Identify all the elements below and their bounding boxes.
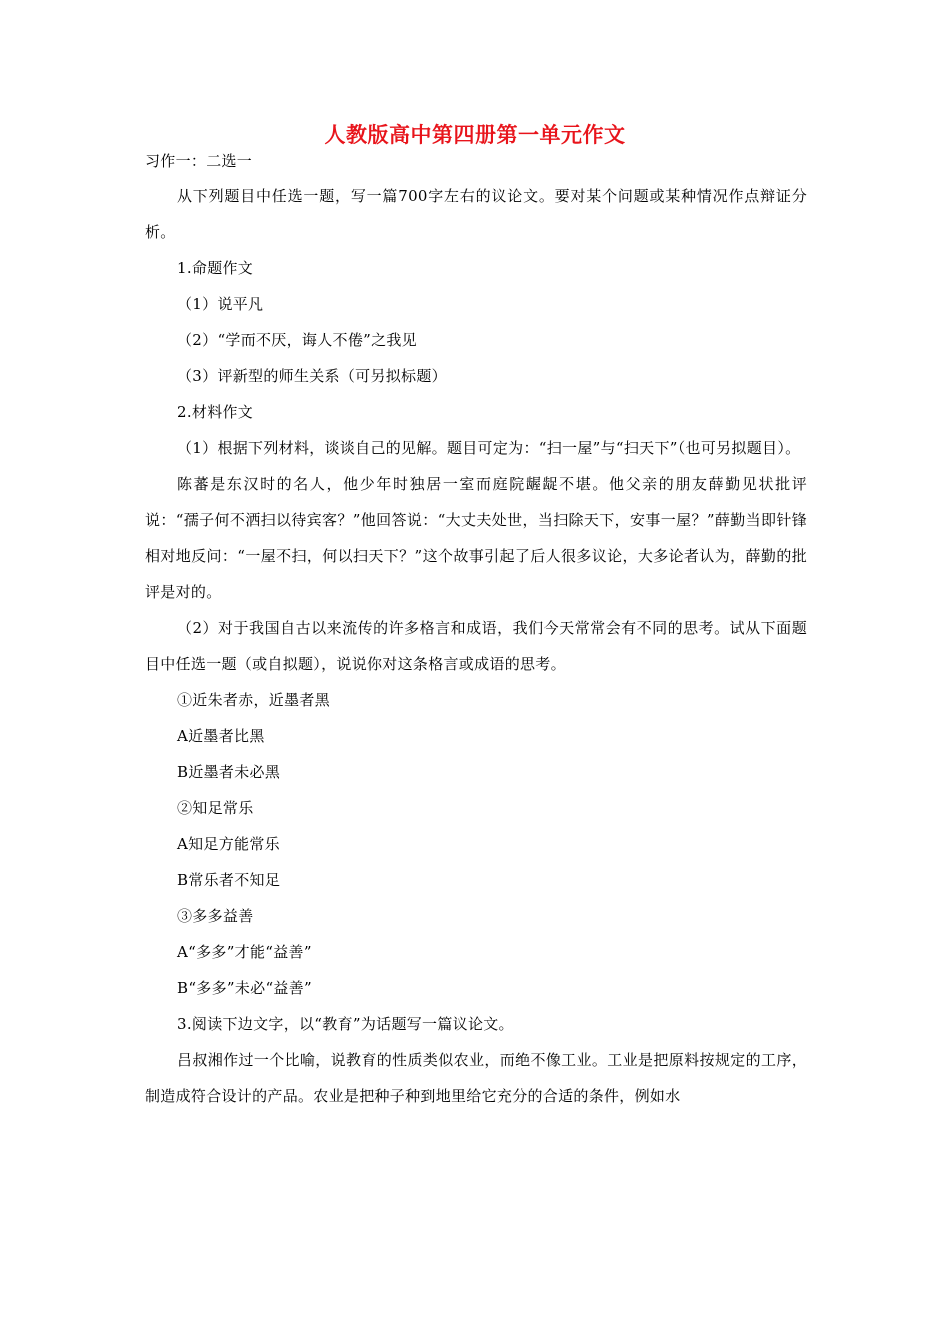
paragraph-item: B近墨者未必黑	[177, 763, 281, 781]
paragraph-item: （3）评新型的师生关系（可另拟标题）	[177, 367, 447, 385]
document-title: 人教版高中第四册第一单元作文	[324, 123, 626, 147]
document-body	[145, 150, 807, 1114]
paragraph-item: ③多多益善	[177, 907, 254, 925]
paragraph-item: （1）说平凡	[177, 295, 264, 313]
paragraph-item: A近墨者比黑	[177, 727, 265, 745]
paragraph-reading-text: 吕叔湘作过一个比喻，说教育的性质类似农业，而绝不像工业。工业是把原料按规定的工序，制造成符合设计的产品。农业是把种子种到地里给它充分的合适的条件，例如水	[145, 1051, 807, 1105]
paragraph-item: B常乐者不知足	[177, 871, 281, 889]
paragraph-item: A知足方能常乐	[177, 835, 280, 853]
paragraph-item: ②知足常乐	[177, 799, 254, 817]
paragraph-material-story: 陈蕃是东汉时的名人，他少年时独居一室而庭院龌龊不堪。他父亲的朋友薛勤见状批评说：“孺子何不洒扫以待宾客？”他回答说：“大丈夫处世，当扫除天下，安事一屋？”薛勤当即针锋相对地反问：“一屋不扫，何以扫天下？”这个故事引起了后人很多议论，大多论者认为，薛勤的批评是对的。	[145, 475, 807, 601]
paragraph-item: 2.材料作文	[177, 403, 254, 421]
section-heading: 习作一：二选一	[145, 152, 253, 170]
paragraph-material-prompt: （1）根据下列材料，谈谈自己的见解。题目可定为：“扫一屋”与“扫天下”（也可另拟题目）。	[177, 439, 801, 457]
paragraph-item: A“多多”才能“益善”	[177, 943, 312, 961]
paragraph-item: 1.命题作文	[177, 259, 254, 277]
paragraph-item: B“多多”未必“益善”	[177, 979, 312, 997]
paragraph-proverb-prompt: （2）对于我国自古以来流传的许多格言和成语，我们今天常常会有不同的思考。试从下面题目中任选一题（或自拟题），说说你对这条格言或成语的思考。	[145, 619, 807, 673]
paragraph-item: ①近朱者赤，近墨者黑	[177, 691, 331, 709]
paragraph-instructions: 从下列题目中任选一题，写一篇700字左右的议论文。要对某个问题或某种情况作点辩证分析。	[145, 187, 807, 241]
paragraph-item: 3.阅读下边文字，以“教育”为话题写一篇议论文。	[177, 1015, 514, 1033]
paragraph-item: （2）“学而不厌，诲人不倦”之我见	[177, 331, 417, 349]
